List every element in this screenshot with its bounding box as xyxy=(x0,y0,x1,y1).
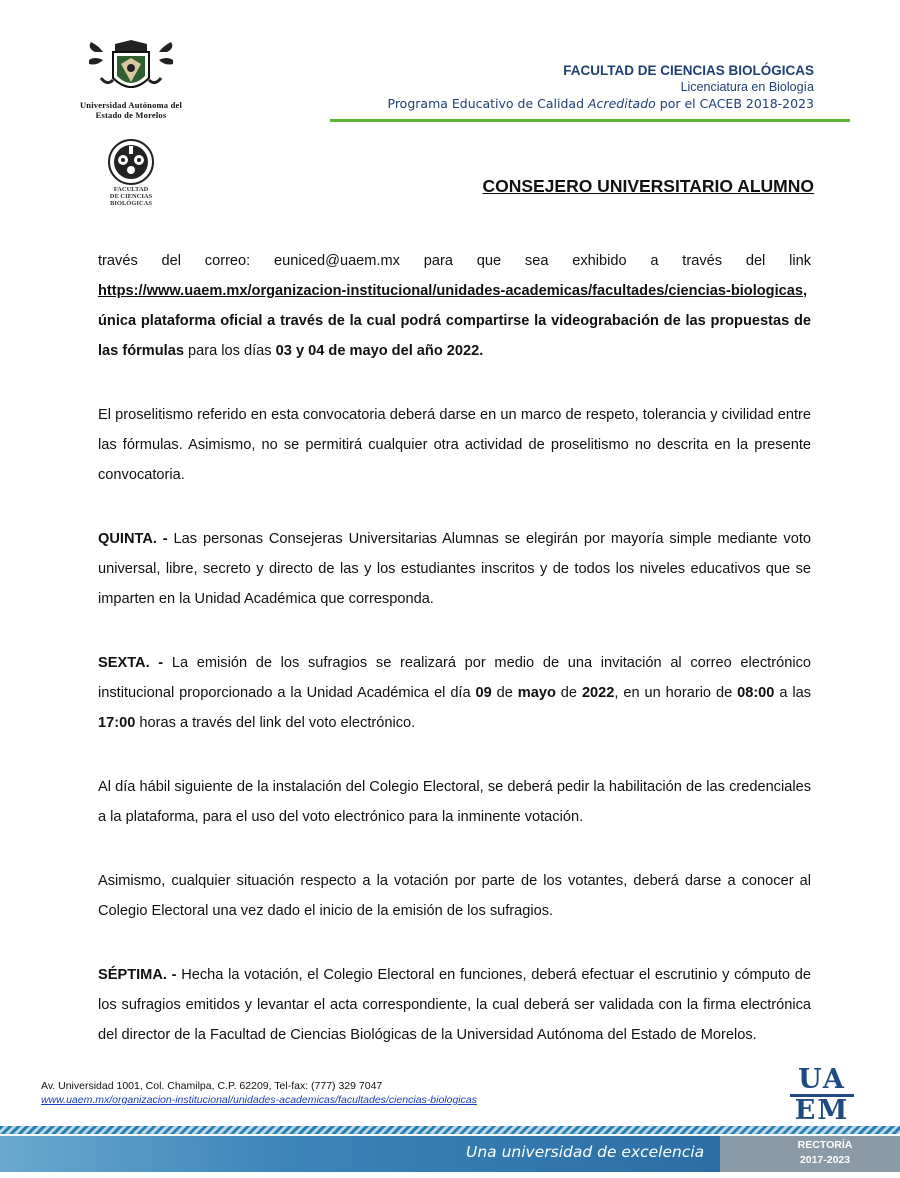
p1-dates: 03 y 04 de mayo del año 2022. xyxy=(275,343,484,359)
footer-stripe xyxy=(0,1126,900,1134)
quinta-text: Las personas Consejeras Universitarias Alumnas se elegirán por mayoría simple mediante voto universal, libre, secreto y directo de las y los estudiantes inscritos y de todos los niveles educativos que se imparten en la Unidad Académica que corresponda. xyxy=(98,531,811,607)
paragraph-1 xyxy=(98,246,811,366)
p1-text-3: para los días xyxy=(183,343,276,359)
sexta-year: 2022 xyxy=(581,685,615,701)
footer-slogan: Una universidad de excelencia xyxy=(466,1143,705,1161)
sexta-text-3: de xyxy=(555,685,582,701)
paragraph-6: Asimismo, cualquier situación respecto a la votación por parte de los votantes, deberá darse a conocer al Colegio Electoral una vez dado el inicio de la emisión de los sufragios. xyxy=(98,873,811,919)
document-body xyxy=(98,246,811,1084)
faculty-name: FACULTAD DE CIENCIAS BIOLÓGICAS xyxy=(563,63,814,78)
rectoria-years: 2017-2023 xyxy=(799,1154,851,1166)
faculty-logo-line3: BIOLÓGICAS xyxy=(110,200,152,207)
rectoria-label xyxy=(785,1138,865,1168)
sexta-text-1: La emisión de los sufragios se realizará por medio de una invitación al correo electrónico institucional proporcionado a la Unidad Académica el día xyxy=(98,655,811,701)
university-name-line2: Estado de Morelos xyxy=(95,110,167,120)
septima-text: Hecha la votación, el Colegio Electoral en funciones, deberá efectuar el escrutinio y cómputo de los sufragios emitidos y levantar el acta correspondiente, la cual deberá ser validada con la firma electrónica del director de la Facultad de Ciencias Biológicas de la Universidad Autónoma del Estado de Morelos. xyxy=(98,967,811,1043)
document-title: CONSEJERO UNIVERSITARIO ALUMNO xyxy=(482,176,814,196)
faculty-logo xyxy=(96,138,166,207)
program-accreditation xyxy=(388,95,815,113)
logo-line1: UA xyxy=(798,1064,846,1095)
sexta-start-time: 08:00 xyxy=(737,685,775,701)
paragraph-quinta xyxy=(98,524,811,614)
sexta-text-4: , en un horario de xyxy=(614,685,738,701)
sexta-end-time: 17:00 xyxy=(98,715,136,731)
faculty-logo-line2: DE CIENCIAS xyxy=(109,193,153,200)
rectoria-title: RECTORÍA xyxy=(797,1139,853,1151)
uaem-wordmark-logo xyxy=(790,1066,854,1125)
footer-band xyxy=(0,1136,900,1172)
faculty-emblem-icon xyxy=(104,138,158,186)
degree-name: Licenciatura en Biología xyxy=(680,80,814,94)
university-crest-icon xyxy=(85,38,177,100)
paragraph-septima xyxy=(98,960,811,1050)
septima-label: SÉPTIMA. - xyxy=(98,967,182,983)
header-divider xyxy=(330,119,850,122)
quinta-label: QUINTA. - xyxy=(98,531,174,547)
p1-text-2: , única plataforma oficial a través de la cual podrá compartirse la videograbación de las propuestas de las fórmulas xyxy=(98,283,811,359)
footer-url-link[interactable]: www.uaem.mx/organizacion-institucional/unidades-academicas/facultades/ciencias-biologicas xyxy=(41,1094,477,1106)
sexta-label: SEXTA. - xyxy=(98,655,172,671)
sexta-text-5: a las xyxy=(774,685,811,701)
program-prefix: Programa Educativo de Calidad xyxy=(387,96,585,111)
paragraph-5: Al día hábil siguiente de la instalación del Colegio Electoral, se deberá pedir la habilitación de las credenciales a la plataforma, para el uso del voto electrónico para la inminente votación. xyxy=(98,779,811,825)
paragraph-2: El proselitismo referido en esta convocatoria deberá darse en un marco de respeto, tolerancia y civilidad entre las fórmulas. Asimismo, no se permitirá cualquier otra actividad de proselitismo no descrita en la presente convocatoria. xyxy=(98,407,811,483)
sexta-text-2: de xyxy=(491,685,518,701)
university-name-line1: Universidad Autónoma del xyxy=(79,100,183,110)
university-logo xyxy=(56,38,206,120)
faculty-logo-line1: FACULTAD xyxy=(113,186,149,193)
program-suffix: por el CACEB 2018-2023 xyxy=(659,96,814,111)
footer-address: Av. Universidad 1001, Col. Chamilpa, C.P. 62209, Tel-fax: (777) 329 7047 xyxy=(41,1080,383,1092)
program-accredited: Acreditado xyxy=(588,96,656,111)
p1-text-1: través del correo: euniced@uaem.mx para que sea exhibido a través del link xyxy=(98,253,811,269)
logo-line2: EM xyxy=(790,1094,854,1125)
header-info xyxy=(388,62,815,113)
paragraph-sexta xyxy=(98,648,811,738)
sexta-text-6: horas a través del link del voto electrónico. xyxy=(135,715,416,731)
sexta-month: mayo xyxy=(517,685,556,701)
sexta-day: 09 xyxy=(475,685,492,701)
facultad-link[interactable]: https://www.uaem.mx/organizacion-institucional/unidades-academicas/facultades/ciencias-biologicas xyxy=(98,283,804,299)
